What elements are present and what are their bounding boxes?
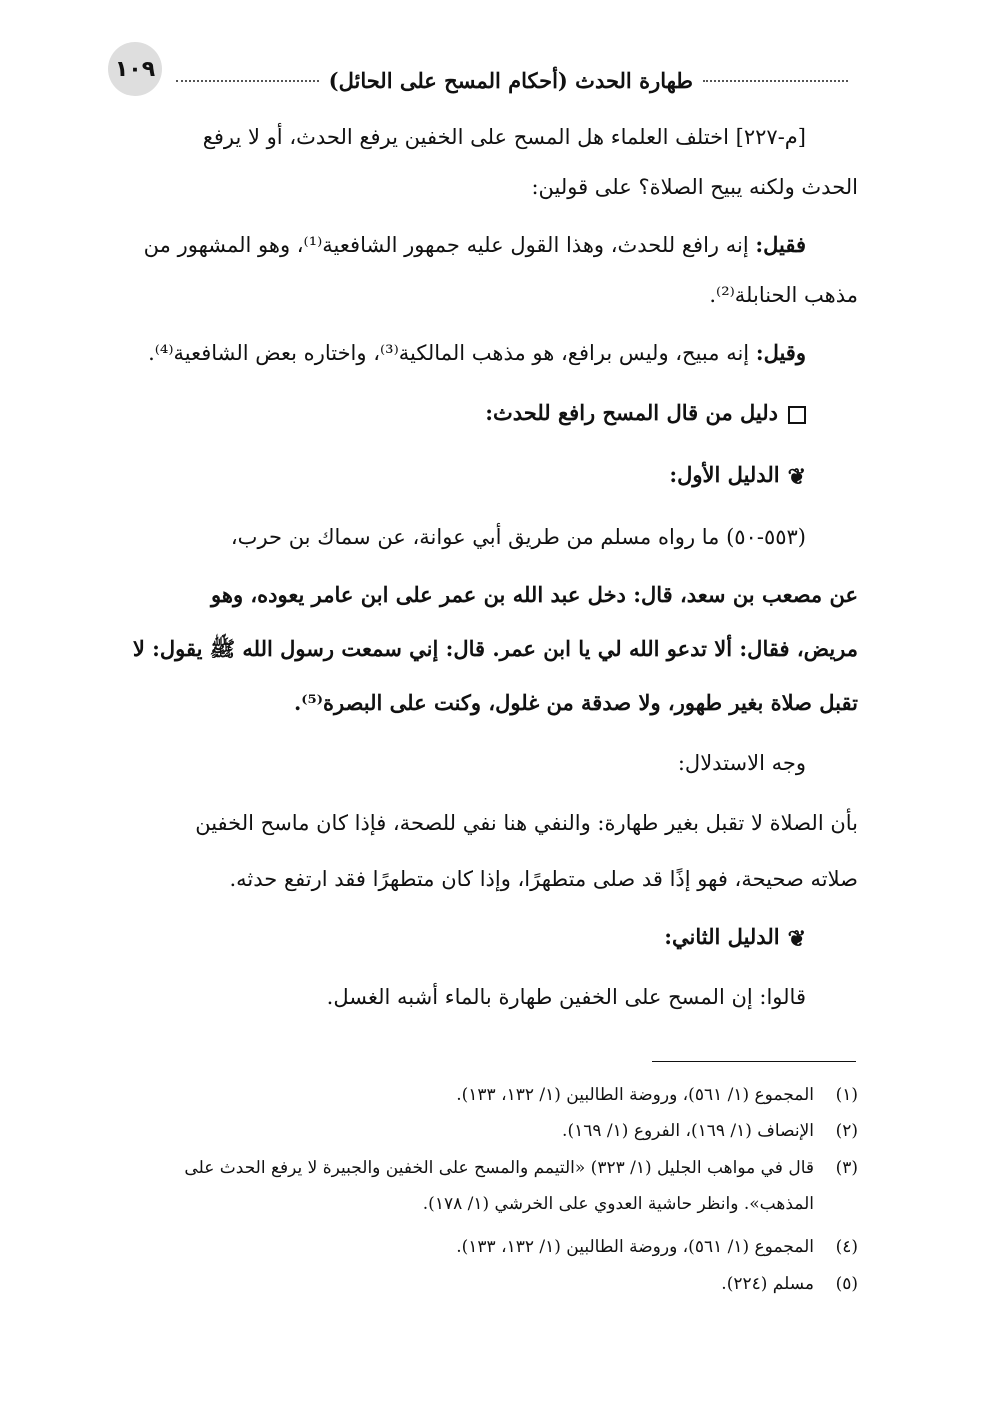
leaf-icon: ❦ <box>787 925 806 952</box>
footnote-5 <box>118 1266 858 1302</box>
running-title-line <box>176 68 848 93</box>
paragraph-line: [م-٢٢٧] اختلف العلماء هل المسح على الخفين يرفع الحدث، أو لا يرفع <box>202 125 806 149</box>
paragraph-inference-label <box>118 734 858 792</box>
opinion-text: إنه مبيح، وليس برافع، هو مذهب المالكية⁽³⁾، واختاره بعض الشافعية⁽⁴⁾. <box>148 341 756 365</box>
paragraph-second-evidence <box>118 968 858 1026</box>
hadith-text-line-1 <box>118 566 858 624</box>
footnote-rule <box>652 1061 856 1062</box>
paragraph-inference-cont <box>118 850 858 908</box>
footnote-number: (١) <box>835 1085 858 1105</box>
footnote-text: المجموع (١/ ٥٦١)، وروضة الطالبين (١/ ١٣٢، ١٣٣). <box>456 1085 814 1105</box>
paragraph-line: وجه الاستدلال: <box>677 751 806 775</box>
running-title: طهارة الحدث (أحكام المسح على الحائل) <box>328 68 693 93</box>
footnote-number: (٢) <box>835 1121 858 1141</box>
paragraph-line: مريض، فقال: ألا تدعو الله لي يا ابن عمر. قال: إني سمعت رسول الله ﷺ يقول: لا <box>132 636 858 661</box>
footnote-line <box>118 1150 858 1186</box>
footnote-number: (٤) <box>835 1237 858 1257</box>
paragraph-line: قالوا: إن المسح على الخفين طهارة بالماء أشبه الغسل. <box>326 985 806 1009</box>
heading-text: دليل من قال المسح رافع للحدث: <box>485 400 778 425</box>
footnote-1 <box>118 1077 858 1113</box>
page-header <box>108 42 848 94</box>
footnote-2 <box>118 1113 858 1149</box>
heading-text: الدليل الثاني: <box>664 924 780 949</box>
paragraph-narration <box>118 508 858 566</box>
footnote-4 <box>118 1229 858 1265</box>
leaf-icon: ❦ <box>787 463 806 490</box>
opinion-lead: فقيل: <box>755 232 806 257</box>
footnote-text: مسلم (٢٢٤). <box>721 1274 814 1294</box>
paragraph-line: بأن الصلاة لا تقبل بغير طهارة: والنفي هنا نفي للصحة، فإذا كان ماسح الخفين <box>195 811 858 835</box>
paragraph-line: عن مصعب بن سعد، قال: دخل عبد الله بن عمر على ابن عامر يعوده، وهو <box>211 582 858 607</box>
square-box-icon <box>788 406 806 424</box>
hadith-text-line-3 <box>118 674 858 732</box>
paragraph-line: تقبل صلاة بغير طهور، ولا صدقة من غلول، وكنت على البصرة⁽⁵⁾. <box>293 690 858 715</box>
paragraph-line: الحدث ولكنه يبيح الصلاة؟ على قولين: <box>531 175 858 199</box>
paragraph-inference <box>118 794 858 852</box>
footnote-3 <box>118 1150 858 1222</box>
footnote-text: المجموع (١/ ٥٦١)، وروضة الطالبين (١/ ١٣٢، ١٣٣). <box>456 1237 814 1257</box>
evidence-heading-first <box>118 446 858 506</box>
paragraph-intro-cont <box>118 158 858 216</box>
footnote-number: (٣) <box>835 1158 858 1178</box>
footnote-text: الإنصاف (١/ ١٦٩)، الفروع (١/ ١٦٩). <box>562 1121 814 1141</box>
opinion-text: إنه رافع للحدث، وهذا القول عليه جمهور الشافعية⁽¹⁾، وهو المشهور من <box>143 233 756 257</box>
footnote-number: (٥) <box>835 1274 858 1294</box>
paragraph-second-opinion <box>118 324 858 382</box>
page-number: ١٠٩ <box>108 42 162 96</box>
header-dots-right <box>703 80 848 82</box>
heading-text: الدليل الأول: <box>669 462 780 487</box>
paragraph-first-opinion-cont <box>118 266 858 324</box>
opinion-lead: وقيل: <box>755 340 806 365</box>
paragraph-line <box>118 324 806 382</box>
section-heading <box>118 384 858 442</box>
header-dots-left <box>176 80 319 82</box>
hadith-text-line-2 <box>118 620 858 678</box>
paragraph-line: صلاته صحيحة، فهو إذًا قد صلى متطهرًا، وإذا كان متطهرًا فقد ارتفع حدثه. <box>229 867 858 891</box>
footnote-text-cont: المذهب». وانظر حاشية العدوي على الخرشي (١/ ١٧٨). <box>422 1194 814 1214</box>
paragraph-line: (٥٥٣-٥٠) ما رواه مسلم من طريق أبي عوانة، عن سماك بن حرب، <box>230 525 806 549</box>
evidence-heading-second <box>118 908 858 968</box>
paragraph-line: مذهب الحنابلة⁽²⁾. <box>709 283 858 307</box>
footnote-text: قال في مواهب الجليل (١/ ٣٢٣) «التيمم والمسح على الخفين والجبيرة لا يرفع الحدث على <box>184 1158 814 1178</box>
